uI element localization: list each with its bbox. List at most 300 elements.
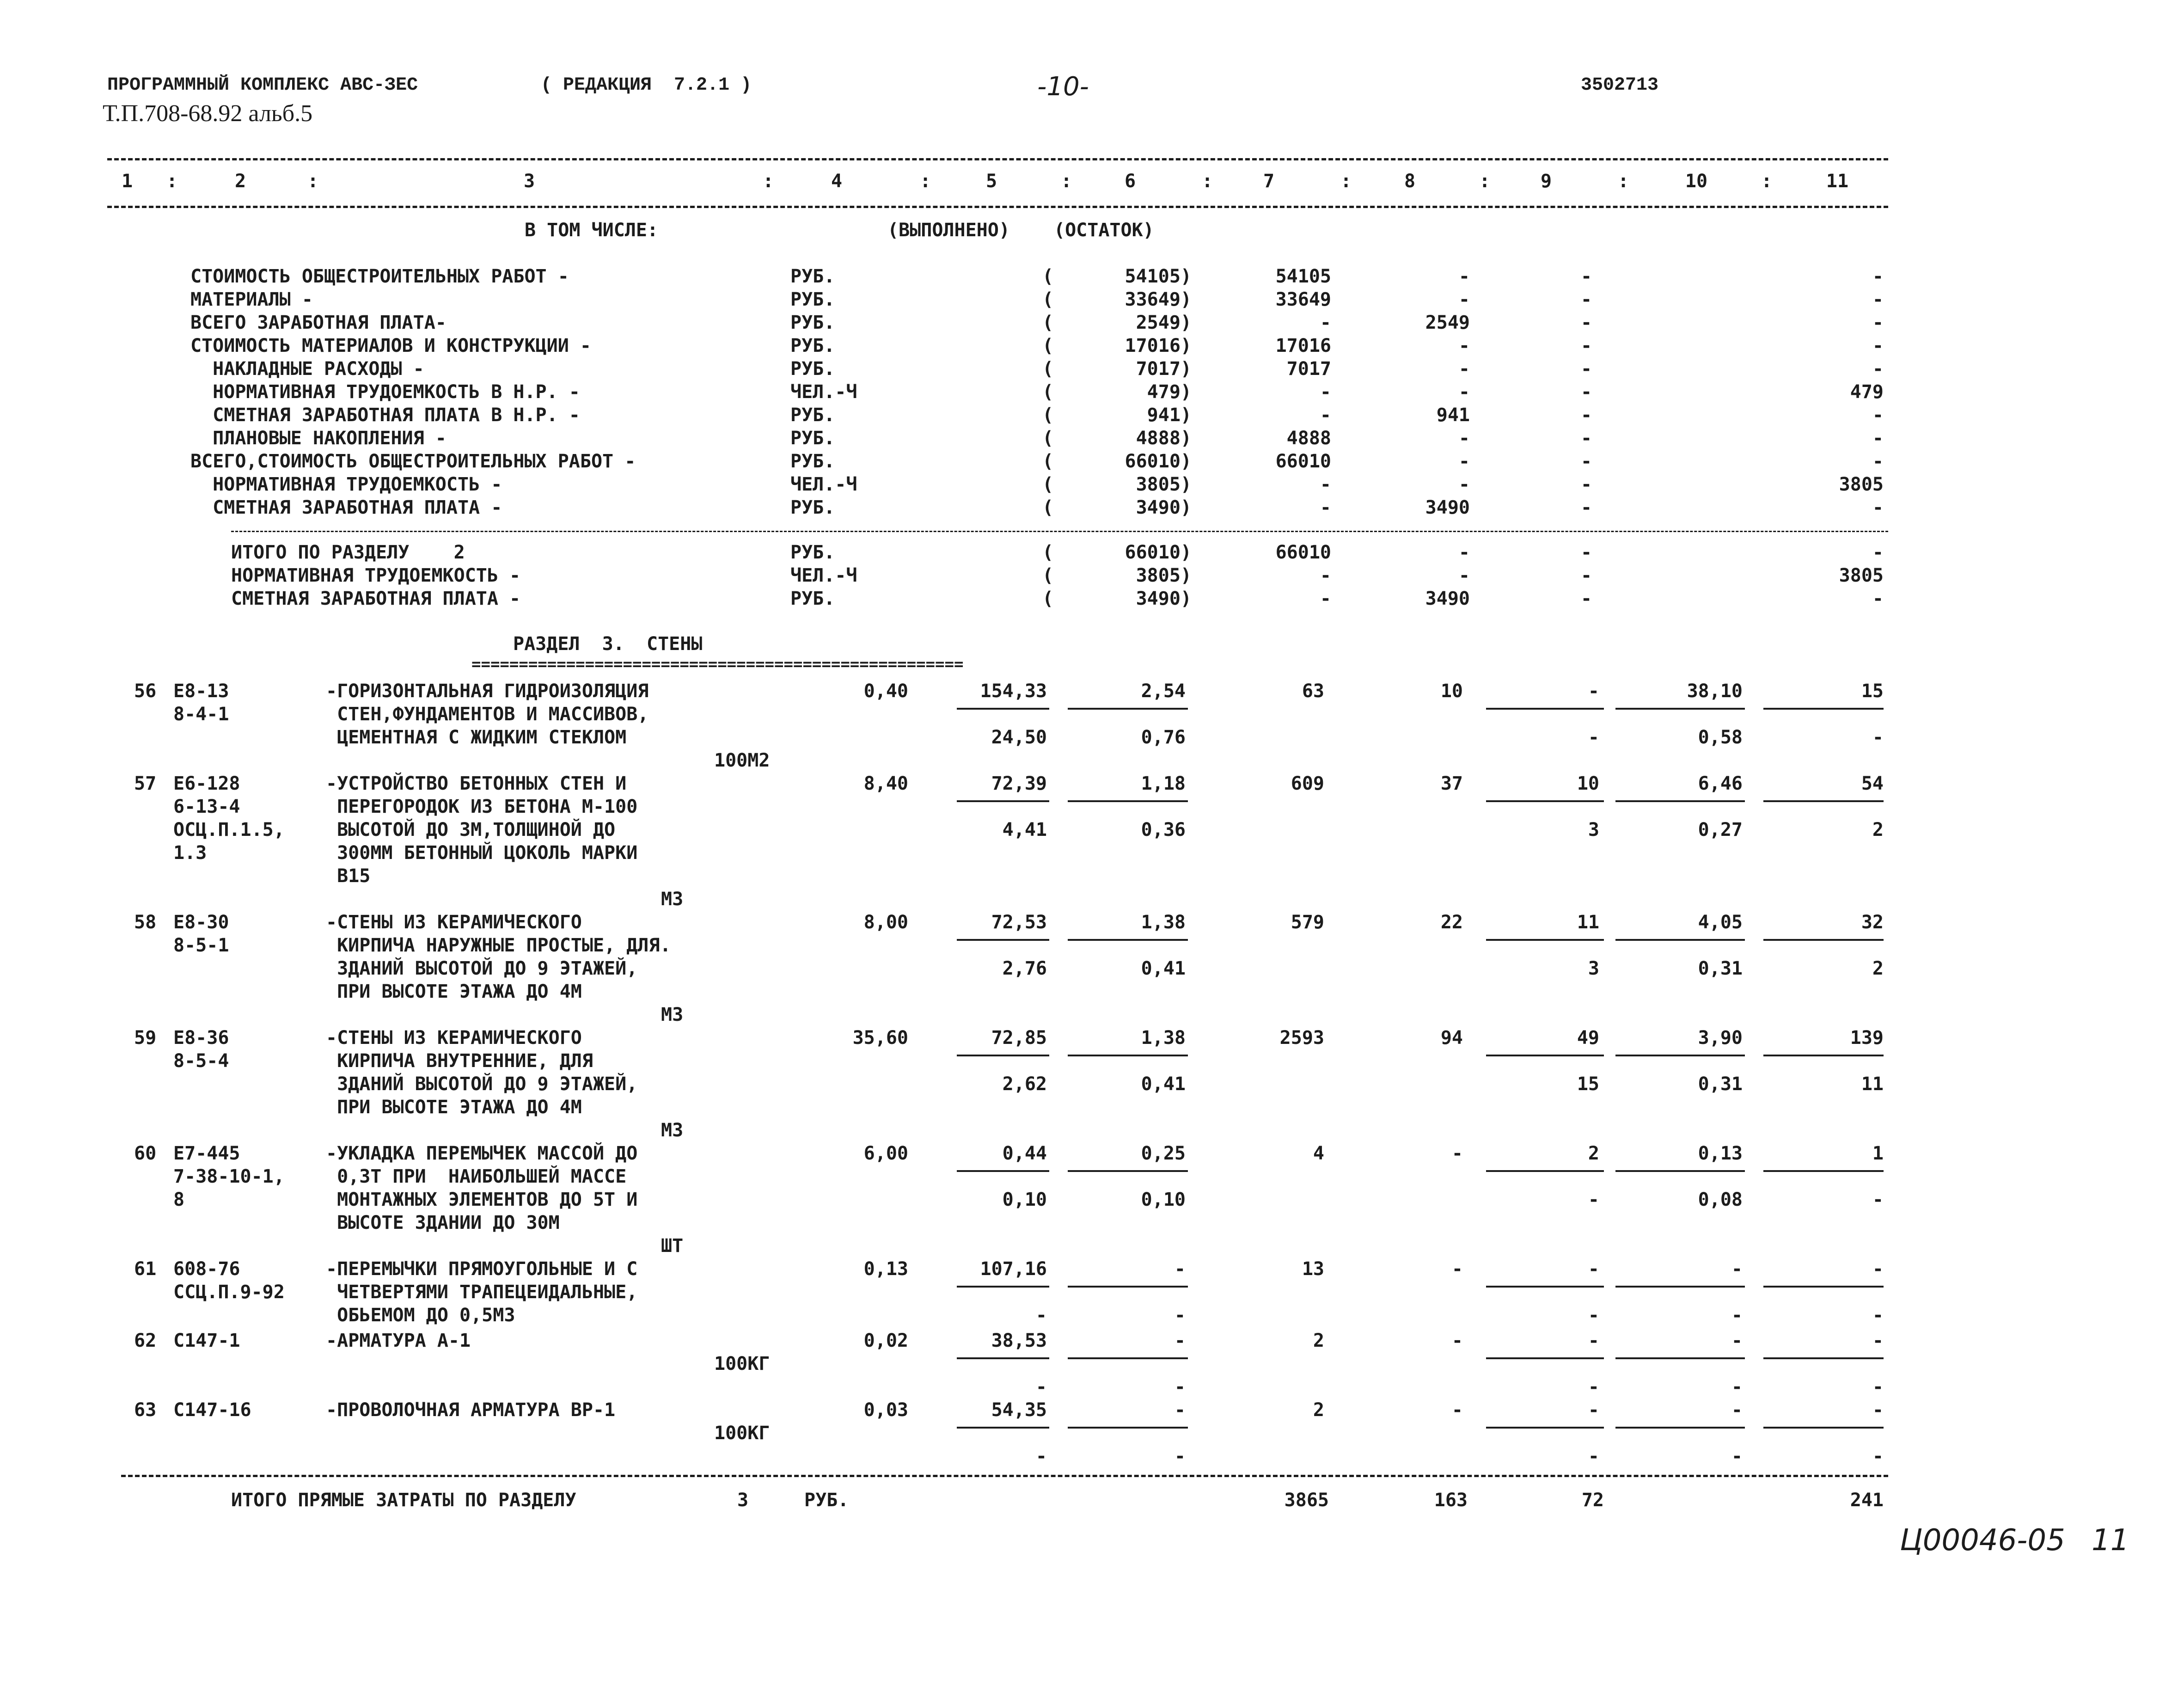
- section-total-col9: -: [1581, 565, 1592, 586]
- item-col11-wage: -: [1872, 1446, 1884, 1467]
- column-header-5: 5: [985, 171, 997, 192]
- summary-row-label: ПЛАНОВЫЕ НАКОПЛЕНИЯ -: [190, 428, 447, 449]
- fraction-line: [1068, 1055, 1188, 1056]
- section-total-col9: -: [1581, 542, 1592, 563]
- item-col8: -: [1451, 1399, 1463, 1421]
- final-total-rule: [121, 1475, 1888, 1477]
- summary-row-paren: (: [1042, 266, 1054, 287]
- item-col10: -: [1731, 1399, 1743, 1421]
- column-separator: :: [1202, 171, 1213, 192]
- column-header-2: 2: [234, 171, 246, 192]
- item-description: ПЕРЕГОРОДОК ИЗ БЕТОНА М-100: [326, 796, 638, 817]
- fraction-line: [1763, 1055, 1884, 1056]
- item-col4: 0,13: [863, 1258, 908, 1280]
- summary-row-col11: 3805: [1839, 474, 1884, 495]
- item-code: С147-1: [173, 1330, 240, 1351]
- fraction-line: [1615, 1170, 1745, 1172]
- item-number: 61: [134, 1258, 157, 1280]
- summary-row-label: СТОИМОСТЬ МАТЕРИАЛОВ И КОНСТРУКЦИИ -: [190, 335, 591, 356]
- section-total-unit: РУБ.: [790, 588, 835, 609]
- summary-row-unit: РУБ.: [790, 358, 835, 380]
- fraction-line: [1615, 939, 1745, 941]
- section-total-col11: 3805: [1839, 565, 1884, 586]
- handwritten-archive-code: Ц00046-05: [1900, 1523, 2065, 1558]
- item-col6-wage: 0,10: [1141, 1189, 1186, 1210]
- column-header-9: 9: [1540, 171, 1552, 192]
- item-col10: 3,90: [1698, 1027, 1743, 1049]
- item-description: ЦЕМЕНТНАЯ С ЖИДКИМ СТЕКЛОМ: [326, 727, 627, 748]
- fraction-line: [1615, 1055, 1745, 1056]
- summary-row-col7: 66010: [1275, 451, 1331, 472]
- summary-row-label: НАКЛАДНЫЕ РАСХОДЫ -: [190, 358, 424, 380]
- item-col5: 107,16: [980, 1258, 1047, 1280]
- item-col6-wage: 0,36: [1141, 819, 1186, 840]
- item-number: 62: [134, 1330, 157, 1351]
- item-col6-wage: 0,76: [1141, 727, 1186, 748]
- fraction-line: [1068, 1427, 1188, 1429]
- done-label: (ВЫПОЛНЕНО): [887, 220, 1010, 241]
- column-header-6: 6: [1124, 171, 1136, 192]
- item-col11-wage: 2: [1872, 958, 1884, 979]
- item-col10: -: [1731, 1258, 1743, 1280]
- section-total-col8: 3490: [1425, 588, 1470, 609]
- summary-row-paren: (: [1042, 289, 1054, 310]
- fraction-line: [1068, 1170, 1188, 1172]
- item-col8: -: [1451, 1143, 1463, 1164]
- item-col6: 1,38: [1141, 1027, 1186, 1049]
- item-unit: 100КГ: [714, 1423, 770, 1444]
- item-col11: 54: [1861, 773, 1884, 794]
- item-col5: 154,33: [980, 681, 1047, 702]
- section-total-label: НОРМАТИВНАЯ ТРУДОЕМКОСТЬ -: [231, 565, 521, 586]
- column-header-10: 10: [1685, 171, 1708, 192]
- summary-row-paren: (: [1042, 358, 1054, 380]
- summary-row-label: НОРМАТИВНАЯ ТРУДОЕМКОСТЬ -: [190, 474, 502, 495]
- summary-row-col9: -: [1581, 335, 1592, 356]
- item-col5-wage: 2,62: [1002, 1073, 1047, 1095]
- item-col11: -: [1872, 1399, 1884, 1421]
- summary-row-paren: (: [1042, 428, 1054, 449]
- item-col6: 0,25: [1141, 1143, 1186, 1164]
- summary-row-unit: РУБ.: [790, 289, 835, 310]
- summary-row-label: НОРМАТИВНАЯ ТРУДОЕМКОСТЬ В Н.Р. -: [190, 381, 580, 403]
- summary-row-col11: -: [1872, 358, 1884, 380]
- summary-row-col8: -: [1458, 381, 1470, 403]
- summary-row-col9: -: [1581, 381, 1592, 403]
- final-total-col8: 163: [1434, 1490, 1468, 1511]
- item-col6-wage: -: [1174, 1305, 1186, 1326]
- item-col5: 72,53: [991, 912, 1047, 933]
- fraction-line: [957, 1357, 1049, 1359]
- item-col6: -: [1174, 1330, 1186, 1351]
- summary-row-paren: (: [1042, 312, 1054, 333]
- item-code: ССЦ.П.9-92: [173, 1282, 285, 1303]
- fraction-line: [957, 1286, 1049, 1288]
- fraction-line: [1763, 1427, 1884, 1429]
- summary-row-col7: 54105: [1275, 266, 1331, 287]
- handwritten-sheet-number: 11: [2092, 1523, 2129, 1558]
- column-header-11: 11: [1826, 171, 1849, 192]
- summary-row-col11: 479: [1850, 381, 1884, 403]
- summary-row-col7: -: [1320, 405, 1331, 426]
- item-col4: 0,02: [863, 1330, 908, 1351]
- summary-row-col9: -: [1581, 497, 1592, 518]
- column-separator: :: [1061, 171, 1072, 192]
- item-col8: -: [1451, 1258, 1463, 1280]
- summary-row-col6: 3490): [1136, 497, 1192, 518]
- section-total-label: СМЕТНАЯ ЗАРАБОТНАЯ ПЛАТА -: [231, 588, 521, 609]
- item-col5-wage: 0,10: [1002, 1189, 1047, 1210]
- item-description: -ПЕРЕМЫЧКИ ПРЯМОУГОЛЬНЫЕ И С: [326, 1258, 638, 1280]
- fraction-line: [1486, 1286, 1604, 1288]
- summary-row-col7: -: [1320, 474, 1331, 495]
- item-col10: 6,46: [1698, 773, 1743, 794]
- section-title: РАЗДЕЛ 3. СТЕНЫ: [513, 633, 703, 655]
- item-code: 608-76: [173, 1258, 240, 1280]
- item-col4: 0,03: [863, 1399, 908, 1421]
- column-header-7: 7: [1263, 171, 1275, 192]
- item-col9: -: [1588, 681, 1599, 702]
- item-col5-wage: -: [1035, 1305, 1047, 1326]
- summary-row-col6: 4888): [1136, 428, 1192, 449]
- summary-row-col11: -: [1872, 405, 1884, 426]
- section-total-unit: ЧЕЛ.-Ч: [790, 565, 857, 586]
- section-total-col8: -: [1458, 542, 1470, 563]
- summary-row-col7: 17016: [1275, 335, 1331, 356]
- section-total-col7: 66010: [1275, 542, 1331, 563]
- item-unit: М3: [661, 889, 684, 910]
- item-col4: 35,60: [852, 1027, 908, 1049]
- column-separator: :: [763, 171, 774, 192]
- item-unit: ШТ: [661, 1235, 684, 1257]
- item-code: 8-4-1: [173, 704, 229, 725]
- item-code: 1.3: [173, 842, 207, 864]
- item-col7: 2: [1313, 1399, 1324, 1421]
- section-total-col8: -: [1458, 565, 1470, 586]
- item-number: 57: [134, 773, 157, 794]
- fraction-line: [957, 1170, 1049, 1172]
- fraction-line: [1763, 1286, 1884, 1288]
- project-reference: Т.П.708-68.92 альб.5: [103, 100, 313, 127]
- item-col9-wage: -: [1588, 1189, 1599, 1210]
- item-col10: 38,10: [1687, 681, 1743, 702]
- summary-row-col7: -: [1320, 312, 1331, 333]
- item-code: С147-16: [173, 1399, 251, 1421]
- summary-row-col8: 2549: [1425, 312, 1470, 333]
- fraction-line: [1486, 800, 1604, 802]
- item-col7: 2: [1313, 1330, 1324, 1351]
- item-description: 300ММ БЕТОННЫЙ ЦОКОЛЬ МАРКИ: [326, 842, 638, 864]
- item-col7: 13: [1302, 1258, 1324, 1280]
- item-description: ОБЬЕМОМ ДО 0,5М3: [326, 1305, 515, 1326]
- header-rule-bottom: [107, 206, 1888, 208]
- summary-row-col7: -: [1320, 497, 1331, 518]
- item-col6: 1,38: [1141, 912, 1186, 933]
- fraction-line: [957, 800, 1049, 802]
- summary-row-col6: 54105): [1125, 266, 1192, 287]
- column-separator: :: [1618, 171, 1629, 192]
- column-separator: :: [1761, 171, 1773, 192]
- column-header-1: 1: [121, 171, 133, 192]
- page-number: -10-: [1037, 72, 1089, 102]
- fraction-line: [1486, 939, 1604, 941]
- summary-row-paren: (: [1042, 497, 1054, 518]
- item-col11-wage: -: [1872, 1189, 1884, 1210]
- item-col7: 2593: [1279, 1027, 1324, 1049]
- item-col6: -: [1174, 1399, 1186, 1421]
- fraction-line: [1486, 1427, 1604, 1429]
- fraction-line: [1486, 1055, 1604, 1056]
- summary-row-col6: 479): [1147, 381, 1192, 403]
- item-unit: 100КГ: [714, 1353, 770, 1374]
- item-col11-wage: -: [1872, 727, 1884, 748]
- item-description: ЗДАНИЙ ВЫСОТОЙ ДО 9 ЭТАЖЕЙ,: [326, 1073, 638, 1095]
- section-total-label: ИТОГО ПО РАЗДЕЛУ 2: [231, 542, 465, 563]
- item-col8: 22: [1440, 912, 1463, 933]
- item-col9-wage: -: [1588, 1446, 1599, 1467]
- item-description: -СТЕНЫ ИЗ КЕРАМИЧЕСКОГО: [326, 912, 582, 933]
- section-total-paren: (: [1042, 542, 1054, 563]
- item-col9-wage: -: [1588, 1305, 1599, 1326]
- fraction-line: [1763, 800, 1884, 802]
- section-total-col9: -: [1581, 588, 1592, 609]
- item-col6: -: [1174, 1258, 1186, 1280]
- item-col11-wage: -: [1872, 1305, 1884, 1326]
- final-total-col11: 241: [1850, 1490, 1884, 1511]
- summary-row-paren: (: [1042, 405, 1054, 426]
- program-name: ПРОГРАММНЫЙ КОМПЛЕКС АВС-ЗЕС: [107, 75, 418, 96]
- summary-row-col9: -: [1581, 474, 1592, 495]
- item-col11: 15: [1861, 681, 1884, 702]
- item-description: ЗДАНИЙ ВЫСОТОЙ ДО 9 ЭТАЖЕЙ,: [326, 958, 638, 979]
- fraction-line: [1486, 1357, 1604, 1359]
- item-description: ВЫСОТЕ ЗДАНИИ ДО 30М: [326, 1212, 560, 1233]
- summary-row-col9: -: [1581, 428, 1592, 449]
- summary-row-col8: 3490: [1425, 497, 1470, 518]
- item-col5: 72,85: [991, 1027, 1047, 1049]
- summary-row-unit: РУБ.: [790, 497, 835, 518]
- item-unit: М3: [661, 1004, 684, 1025]
- item-number: 63: [134, 1399, 157, 1421]
- column-header-4: 4: [831, 171, 843, 192]
- final-total-col7: 3865: [1284, 1490, 1329, 1511]
- item-col7: 579: [1291, 912, 1324, 933]
- fraction-line: [1068, 1357, 1188, 1359]
- summary-row-label: СМЕТНАЯ ЗАРАБОТНАЯ ПЛАТА -: [190, 497, 502, 518]
- item-col9: 2: [1588, 1143, 1599, 1164]
- fraction-line: [1068, 1286, 1188, 1288]
- summary-row-col6: 33649): [1125, 289, 1192, 310]
- summary-row-col11: -: [1872, 428, 1884, 449]
- column-separator: :: [920, 171, 931, 192]
- item-col6-wage: 0,41: [1141, 958, 1186, 979]
- summary-row-col8: -: [1458, 358, 1470, 380]
- summary-row-col9: -: [1581, 312, 1592, 333]
- item-col9-wage: -: [1588, 727, 1599, 748]
- section-total-unit: РУБ.: [790, 542, 835, 563]
- item-col5-wage: -: [1035, 1446, 1047, 1467]
- summary-row-col8: 941: [1436, 405, 1470, 426]
- item-unit: М3: [661, 1120, 684, 1141]
- edition-label: ( РЕДАКЦИЯ 7.2.1 ): [541, 75, 752, 96]
- item-col5: 72,39: [991, 773, 1047, 794]
- summary-row-unit: РУБ.: [790, 405, 835, 426]
- summary-row-label: СМЕТНАЯ ЗАРАБОТНАЯ ПЛАТА В Н.Р. -: [190, 405, 580, 426]
- summary-row-unit: РУБ.: [790, 266, 835, 287]
- fraction-line: [1068, 708, 1188, 710]
- item-col11: -: [1872, 1258, 1884, 1280]
- item-col7: 609: [1291, 773, 1324, 794]
- item-description: -ГОРИЗОНТАЛЬНАЯ ГИДРОИЗОЛЯЦИЯ: [326, 681, 649, 702]
- item-description: В15: [326, 865, 371, 887]
- summary-row-col6: 3805): [1136, 474, 1192, 495]
- fraction-line: [1615, 1357, 1745, 1359]
- summary-row-col11: -: [1872, 289, 1884, 310]
- item-col9-wage: 3: [1588, 819, 1599, 840]
- item-description: 0,3Т ПРИ НАИБОЛЬШЕЙ МАССЕ: [326, 1166, 627, 1187]
- fraction-line: [1486, 1170, 1604, 1172]
- summary-row-label: СТОИМОСТЬ ОБЩЕСТРОИТЕЛЬНЫХ РАБОТ -: [190, 266, 569, 287]
- column-header-8: 8: [1404, 171, 1416, 192]
- item-code: Е6-128: [173, 773, 240, 794]
- item-description: -УСТРОЙСТВО БЕТОННЫХ СТЕН И: [326, 773, 627, 794]
- item-description: -ПРОВОЛОЧНАЯ АРМАТУРА ВР-1: [326, 1399, 616, 1421]
- item-code: 8: [173, 1189, 185, 1210]
- item-description: -АРМАТУРА А-1: [326, 1330, 471, 1351]
- summary-row-label: МАТЕРИАЛЫ -: [190, 289, 313, 310]
- section-total-col7: -: [1320, 565, 1331, 586]
- item-col4: 6,00: [863, 1143, 908, 1164]
- item-col10-wage: -: [1731, 1446, 1743, 1467]
- item-col6: 2,54: [1141, 681, 1186, 702]
- fraction-line: [1763, 708, 1884, 710]
- section-total-col11: -: [1872, 542, 1884, 563]
- fraction-line: [1615, 800, 1745, 802]
- item-number: 56: [134, 681, 157, 702]
- item-col5-wage: 4,41: [1002, 819, 1047, 840]
- section-title-underline: ====================================================: [471, 655, 964, 674]
- column-header-3: 3: [523, 171, 535, 192]
- summary-row-col6: 17016): [1125, 335, 1192, 356]
- summary-row-col9: -: [1581, 405, 1592, 426]
- fraction-line: [1615, 708, 1745, 710]
- item-col10-wage: 0,31: [1698, 958, 1743, 979]
- summary-row-col11: -: [1872, 266, 1884, 287]
- header-rule-top: [107, 158, 1888, 160]
- fraction-line: [1763, 1170, 1884, 1172]
- item-col11: 32: [1861, 912, 1884, 933]
- summary-row-paren: (: [1042, 451, 1054, 472]
- item-col9: 49: [1577, 1027, 1599, 1049]
- section-total-col6: 3490): [1136, 588, 1192, 609]
- item-col7: 63: [1302, 681, 1324, 702]
- summary-row-unit: РУБ.: [790, 428, 835, 449]
- item-col10: 4,05: [1698, 912, 1743, 933]
- summary-row-col7: 7017: [1286, 358, 1331, 380]
- section-total-col7: -: [1320, 588, 1331, 609]
- document-code: 3502713: [1581, 75, 1659, 96]
- item-unit: 100М2: [714, 750, 770, 771]
- summary-row-paren: (: [1042, 474, 1054, 495]
- item-description: ЧЕТВЕРТЯМИ ТРАПЕЦЕИДАЛЬНЫЕ,: [326, 1282, 638, 1303]
- column-separator: :: [307, 171, 319, 192]
- summary-row-unit: РУБ.: [790, 312, 835, 333]
- item-description: МОНТАЖНЫХ ЭЛЕМЕНТОВ ДО 5Т И: [326, 1189, 638, 1210]
- item-description: КИРПИЧА НАРУЖНЫЕ ПРОСТЫЕ, ДЛЯ.: [326, 935, 671, 956]
- rest-label: (ОСТАТОК): [1054, 220, 1154, 241]
- item-number: 60: [134, 1143, 157, 1164]
- summary-row-label: ВСЕГО,СТОИМОСТЬ ОБЩЕСТРОИТЕЛЬНЫХ РАБОТ -: [190, 451, 636, 472]
- item-col5: 0,44: [1002, 1143, 1047, 1164]
- item-col5-wage: 24,50: [991, 727, 1047, 748]
- section-total-col11: -: [1872, 588, 1884, 609]
- item-col9-wage: 3: [1588, 958, 1599, 979]
- item-col6-wage: -: [1174, 1446, 1186, 1467]
- summary-row-label: ВСЕГО ЗАРАБОТНАЯ ПЛАТА-: [190, 312, 447, 333]
- summary-row-col11: -: [1872, 451, 1884, 472]
- item-col6-wage: -: [1174, 1376, 1186, 1398]
- item-col9: 10: [1577, 773, 1599, 794]
- item-col8: 10: [1440, 681, 1463, 702]
- item-code: ОСЦ.П.1.5,: [173, 819, 285, 840]
- summary-row-col11: -: [1872, 335, 1884, 356]
- section-total-col6: 3805): [1136, 565, 1192, 586]
- item-code: 6-13-4: [173, 796, 240, 817]
- item-col10-wage: 0,27: [1698, 819, 1743, 840]
- fraction-line: [1763, 1357, 1884, 1359]
- item-col5-wage: 2,76: [1002, 958, 1047, 979]
- summary-row-col8: -: [1458, 266, 1470, 287]
- summary-row-paren: (: [1042, 335, 1054, 356]
- item-col10-wage: 0,31: [1698, 1073, 1743, 1095]
- item-code: 8-5-4: [173, 1050, 229, 1072]
- summary-row-col6: 941): [1147, 405, 1192, 426]
- summary-row-col6: 66010): [1125, 451, 1192, 472]
- item-col11-wage: 2: [1872, 819, 1884, 840]
- item-col9: 11: [1577, 912, 1599, 933]
- item-col11-wage: 11: [1861, 1073, 1884, 1095]
- summary-row-col11: -: [1872, 312, 1884, 333]
- fraction-line: [957, 939, 1049, 941]
- item-col9: -: [1588, 1258, 1599, 1280]
- final-total-col9: 72: [1581, 1490, 1604, 1511]
- fraction-line: [957, 1427, 1049, 1429]
- fraction-line: [957, 1055, 1049, 1056]
- item-description: КИРПИЧА ВНУТРЕННИЕ, ДЛЯ: [326, 1050, 593, 1072]
- item-number: 59: [134, 1027, 157, 1049]
- summary-row-col6: 2549): [1136, 312, 1192, 333]
- item-code: Е8-13: [173, 681, 229, 702]
- item-col6-wage: 0,41: [1141, 1073, 1186, 1095]
- item-col8: 37: [1440, 773, 1463, 794]
- summary-row-col8: -: [1458, 335, 1470, 356]
- item-number: 58: [134, 912, 157, 933]
- summary-row-col6: 7017): [1136, 358, 1192, 380]
- item-col5: 38,53: [991, 1330, 1047, 1351]
- item-col11: 1: [1872, 1143, 1884, 1164]
- summary-caption: В ТОМ ЧИСЛЕ:: [525, 220, 658, 241]
- summary-row-unit: РУБ.: [790, 451, 835, 472]
- item-description: ПРИ ВЫСОТЕ ЭТАЖА ДО 4М: [326, 1097, 582, 1118]
- final-total-unit: РУБ.: [804, 1490, 849, 1511]
- item-col11: -: [1872, 1330, 1884, 1351]
- fraction-line: [957, 708, 1049, 710]
- item-col7: 4: [1313, 1143, 1324, 1164]
- fraction-line: [1615, 1427, 1745, 1429]
- column-separator: :: [1340, 171, 1352, 192]
- section-total-paren: (: [1042, 565, 1054, 586]
- summary-row-unit: ЧЕЛ.-Ч: [790, 474, 857, 495]
